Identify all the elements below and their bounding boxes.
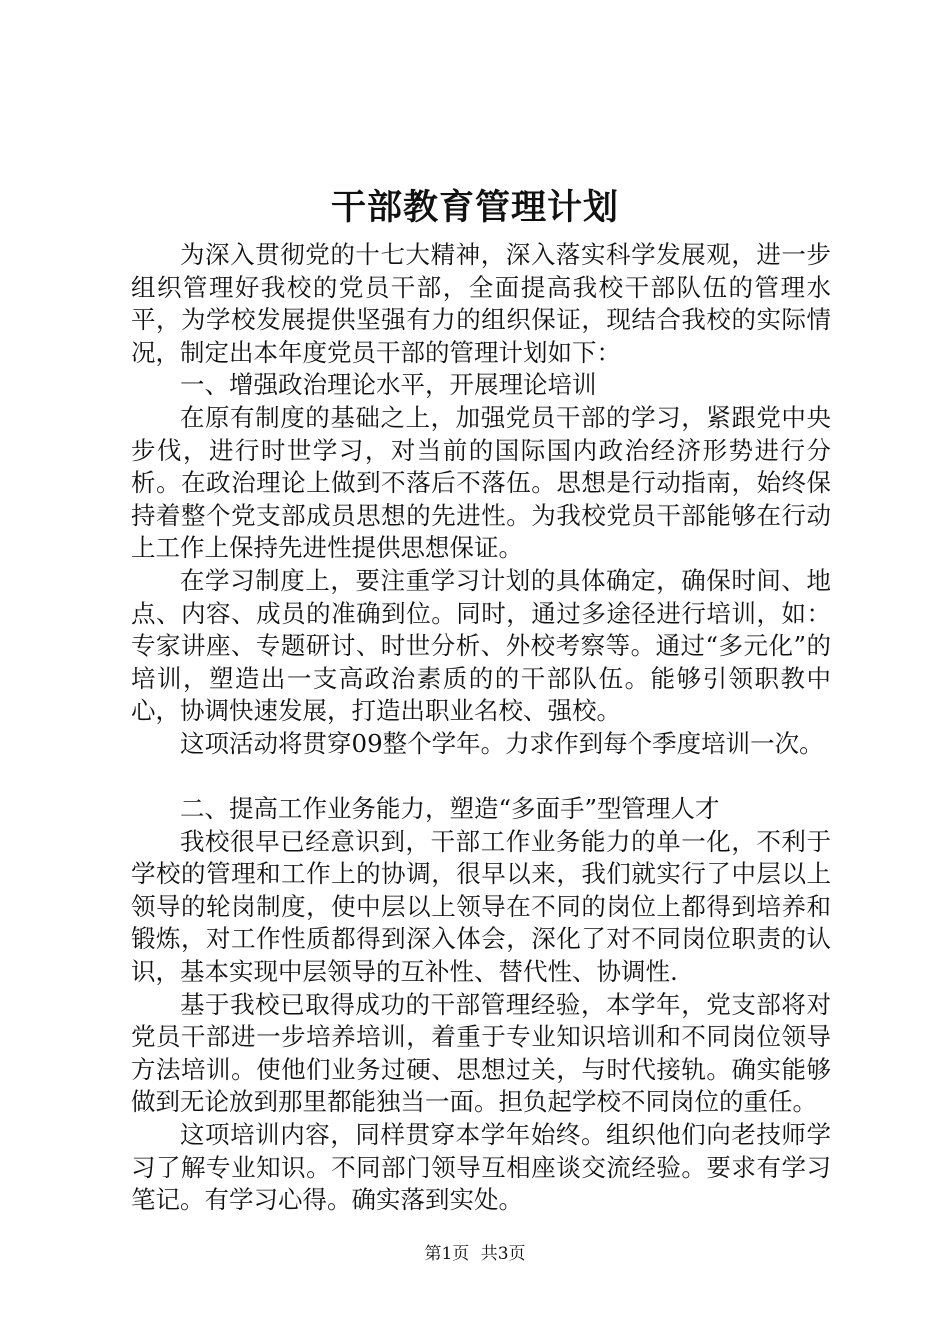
body-paragraph: 这项培训内容，同样贯穿本学年始终。组织他们向老技师学习了解专业知识。不同部门领导互相座谈交流经验。要求有学习笔记。有学习心得。确实落到实处。 — [131, 1120, 831, 1215]
page-total: 共3页 — [480, 1244, 526, 1264]
section-heading-2: 二、提高工作业务能力，塑造“多面手”型管理人才 — [180, 794, 720, 824]
section-heading-1: 一、增强政治理论水平，开展理论培训 — [180, 370, 597, 400]
document-title: 干部教育管理计划 — [330, 187, 619, 228]
page-footer — [0, 1242, 950, 1266]
body-paragraph: 这项活动将贯穿09整个学年。力求作到每个季度培训一次。 — [180, 728, 824, 758]
intro-paragraph: 为深入贯彻党的十七大精神，深入落实科学发展观，进一步组织管理好我校的党员干部，全面提高我校干部队伍的管理水平，为学校发展提供坚强有力的组织保证，现结合我校的实际情况，制定出本年度党员干部的管理计划如下： — [131, 240, 831, 367]
document-body — [131, 239, 831, 1217]
body-paragraph: 在学习制度上，要注重学习计划的具体确定，确保时间、地点、内容、成员的准确到位。同时，通过多途径进行培训，如：专家讲座、专题研讨、时世分析、外校考察等。通过“多元化”的培训，塑造出一支高政治素质的的干部队伍。能够引领职教中心，协调快速发展，打造出职业名校、强校。 — [131, 565, 831, 726]
body-paragraph: 在原有制度的基础之上，加强党员干部的学习，紧跟党中央步伐，进行时世学习，对当前的国际国内政治经济形势进行分析。在政治理论上做到不落后不落伍。思想是行动指南，始终保持着整个党支部成员思想的先进性。为我校党员干部能够在行动上工作上保持先进性提供思想保证。 — [131, 402, 831, 563]
page-number: 第1页 — [424, 1244, 470, 1264]
body-paragraph: 我校很早已经意识到，干部工作业务能力的单一化，不利于学校的管理和工作上的协调，很早以来，我们就实行了中层以上领导的轮岗制度，使中层以上领导在不同的岗位上都得到培养和锻炼，对工作性质都得到深入体会，深化了对不同岗位职责的认识，基本实现中层领导的互补性、替代性、协调性. — [131, 826, 831, 987]
paragraph-spacer — [131, 761, 831, 794]
body-paragraph: 基于我校已取得成功的干部管理经验，本学年，党支部将对党员干部进一步培养培训，着重于专业知识培训和不同岗位领导方法培训。使他们业务过硬、思想过关，与时代接轨。确实能够做到无论放到那里都能独当一面。担负起学校不同岗位的重任。 — [131, 989, 831, 1117]
